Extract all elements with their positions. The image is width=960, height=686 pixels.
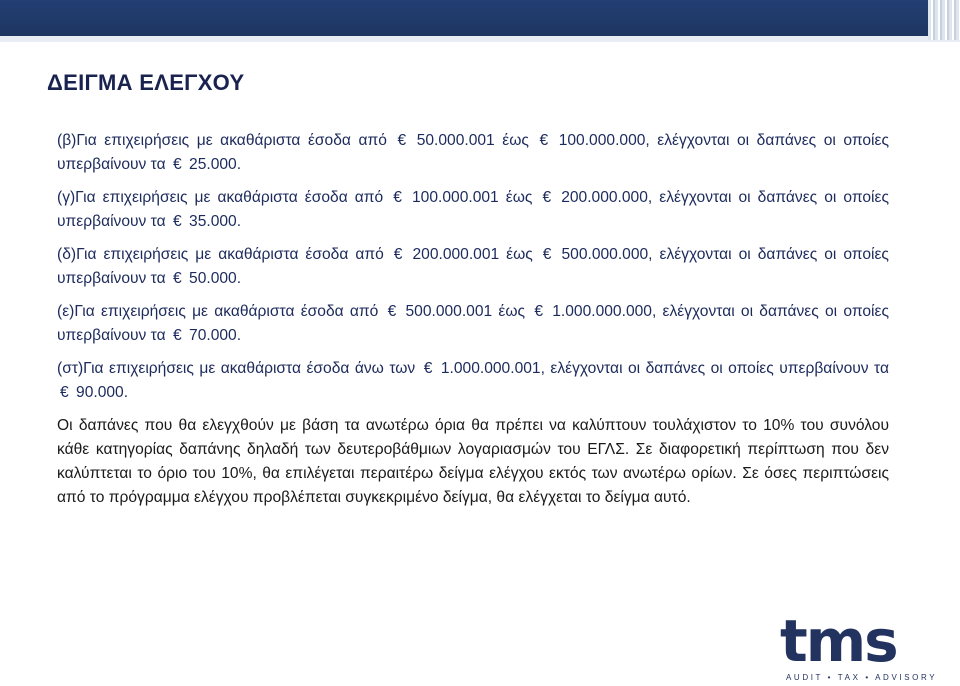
logo-tagline: AUDIT • TAX • ADVISORY [786, 673, 938, 682]
euro-icon: € [534, 303, 543, 320]
euro-icon: € [542, 246, 552, 263]
top-banner [0, 0, 960, 36]
closing-paragraph: Οι δαπάνες που θα ελεγχθούν με βάση τα ανωτέρω όρια θα πρέπει να καλύπτουν τουλάχιστον το 10% του συνόλου κάθε κατηγορίας δαπάνης δηλαδή των δευτεροβάθμιων λογαριασμών του ΕΓΛΣ. Σε διαφορετική περίπτωση που δεν καλύπτεται το όριο του 10%, θα επιλέγεται περαιτέρω δείγμα ελέγχου εκτός των ανωτέρω ορίων. Σε όσες περιπτώσεις από το πρόγραμμα ελέγχου προβλέπεται συγκεκριμένο δείγμα, θα ελέγχεται το δείγμα αυτό. [57, 417, 889, 506]
euro-icon: € [393, 189, 402, 206]
banner-stripes [928, 0, 960, 40]
euro-icon: € [393, 246, 403, 263]
euro-icon: € [542, 189, 552, 206]
euro-icon: € [172, 213, 182, 230]
paragraph-e: (ε)Για επιχειρήσεις με ακαθάριστα έσοδα από € 500.000.001 έως € 1.000.000.000, ελέγχονται οι δαπάνες οι οποίες υπερβαίνουν τα € 70.000. [57, 303, 889, 344]
banner-underline [0, 36, 960, 42]
euro-icon: € [397, 132, 407, 149]
body-text [57, 129, 889, 519]
euro-icon: € [387, 303, 397, 320]
tms-logo [780, 607, 938, 686]
page-title: ΔΕΙΓΜΑ ΕΛΕΓΧΟΥ [47, 70, 245, 95]
euro-icon: € [60, 384, 69, 401]
euro-icon: € [172, 156, 182, 173]
paragraph-b: (β)Για επιχειρήσεις με ακαθάριστα έσοδα από € 50.000.001 έως € 100.000.000, ελέγχονται οι δαπάνες οι οποίες υπερβαίνουν τα € 25.000. [57, 132, 889, 173]
paragraph-c: (γ)Για επιχειρήσεις με ακαθάριστα έσοδα από € 100.000.001 έως € 200.000.000, ελέγχονται οι δαπάνες οι οποίες υπερβαίνουν τα € 35.000. [57, 189, 889, 230]
paragraph-st: (στ)Για επιχειρήσεις με ακαθάριστα έσοδα άνω των € 1.000.000.001, ελέγχονται οι δαπάνες οι οποίες υπερβαίνουν τα € 90.000. [57, 360, 889, 401]
logo-wordmark: tms [780, 607, 897, 675]
euro-icon: € [539, 132, 549, 149]
paragraph-d: (δ)Για επιχειρήσεις με ακαθάριστα έσοδα από € 200.000.001 έως € 500.000.000, ελέγχονται οι δαπάνες οι οποίες υπερβαίνουν τα € 50.000. [57, 246, 889, 287]
euro-icon: € [172, 327, 182, 344]
euro-icon: € [423, 360, 433, 377]
euro-icon: € [172, 270, 182, 287]
